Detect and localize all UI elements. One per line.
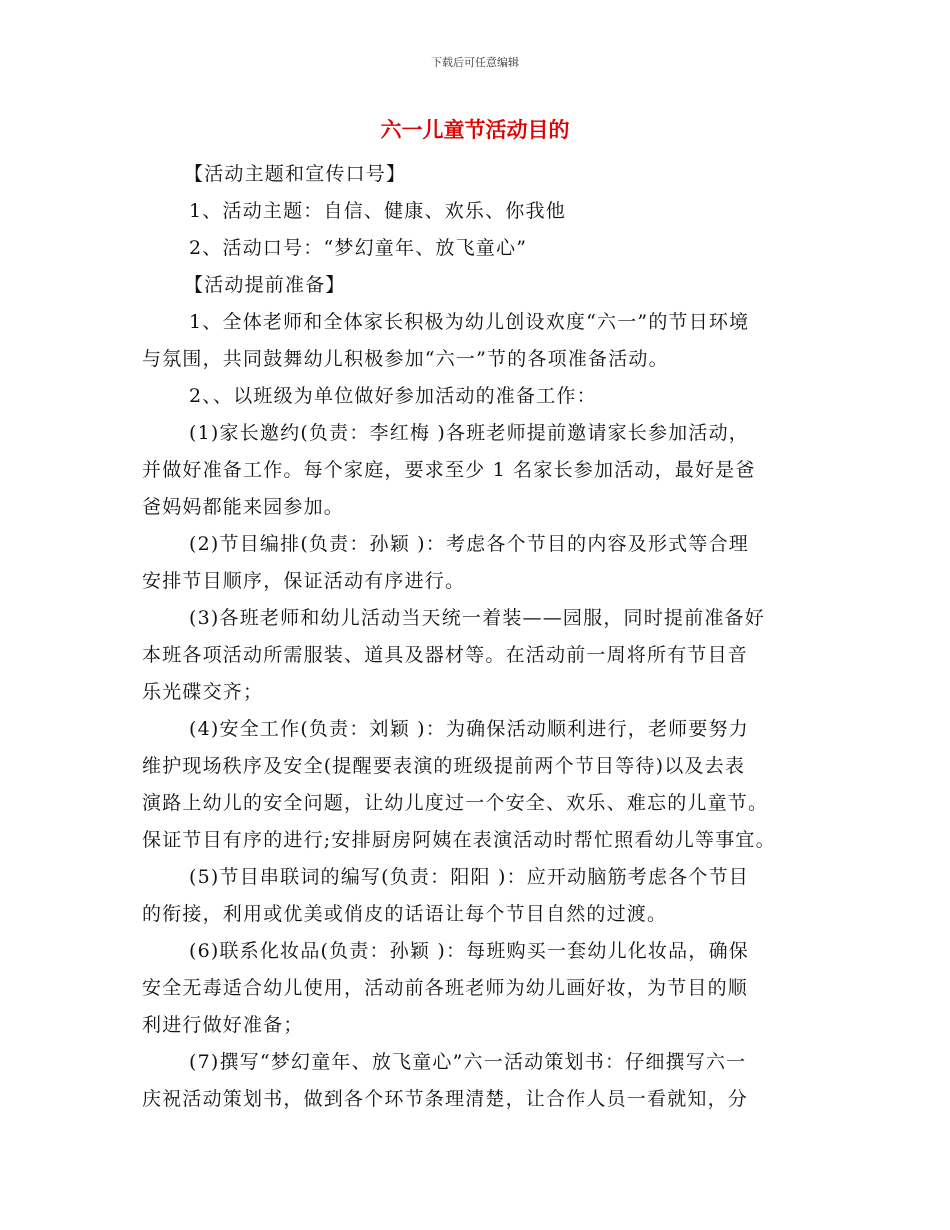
header-note: 下载后可任意编辑	[431, 56, 519, 69]
text-line: 本班各项活动所需服装、道具及器材等。在活动前一周将所有节目音	[142, 644, 749, 666]
text-line: 演路上幼儿的安全问题，让幼儿度过一个安全、欢乐、难忘的儿童节。	[142, 792, 769, 814]
text-line: (4)安全工作(负责：刘颖 )：为确保活动顺利进行，老师要努力	[189, 718, 749, 740]
text-line: 安全无毒适合幼儿使用，活动前各班老师为幼儿画好妆，为节目的顺	[142, 977, 749, 999]
text-line: 庆祝活动策划书，做到各个环节条理清楚，让合作人员一看就知，分	[142, 1088, 749, 1110]
text-line: 2、活动口号：“梦幻童年、放飞童心”	[189, 237, 528, 259]
text-line: 【活动主题和宣传口号】	[184, 163, 407, 185]
text-line: (2)节目编排(负责：孙颖 )：考虑各个节目的内容及形式等合理	[189, 533, 749, 555]
text-line: 安排节目顺序，保证活动有序进行。	[142, 570, 466, 592]
document-body	[142, 159, 822, 1121]
text-line: 1、活动主题：自信、健康、欢乐、你我他	[189, 200, 566, 222]
text-line: (6)联系化妆品(负责：孙颖 )：每班购买一套幼儿化妆品，确保	[189, 940, 749, 962]
text-line: (7)撰写“梦幻童年、放飞童心”六一活动策划书：仔细撰写六一	[189, 1051, 747, 1073]
text-line: 的衔接，利用或优美或俏皮的话语让每个节目自然的过渡。	[142, 903, 668, 925]
text-line: 爸妈妈都能来园参加。	[142, 496, 345, 518]
text-line: 与氛围，共同鼓舞幼儿积极参加“六一”节的各项准备活动。	[142, 348, 669, 370]
text-line: 乐光碟交齐；	[142, 681, 264, 703]
document-title: 六一儿童节活动目的	[380, 118, 570, 142]
text-line: (5)节目串联词的编写(负责：阳阳 )：应开动脑筋考虑各个节目	[189, 866, 749, 888]
text-line: 保证节目有序的进行;安排厨房阿姨在表演活动时帮忙照看幼儿等事宜。	[142, 829, 776, 851]
text-line: 2、、以班级为单位做好参加活动的准备工作：	[189, 385, 597, 407]
text-line: (1)家长邀约(负责：李红梅 )各班老师提前邀请家长参加活动，	[189, 422, 749, 444]
text-line: 【活动提前准备】	[184, 274, 346, 296]
text-line: 利进行做好准备；	[142, 1014, 304, 1036]
text-line: 1、全体老师和全体家长积极为幼儿创设欢度“六一”的节日环境	[189, 311, 750, 333]
text-line: (3)各班老师和幼儿活动当天统一着装——园服，同时提前准备好	[189, 607, 765, 629]
text-line: 并做好准备工作。每个家庭，要求至少 1 名家长参加活动，最好是爸	[142, 459, 756, 481]
text-line: 维护现场秩序及安全(提醒要表演的班级提前两个节目等待)以及去表	[142, 755, 746, 777]
